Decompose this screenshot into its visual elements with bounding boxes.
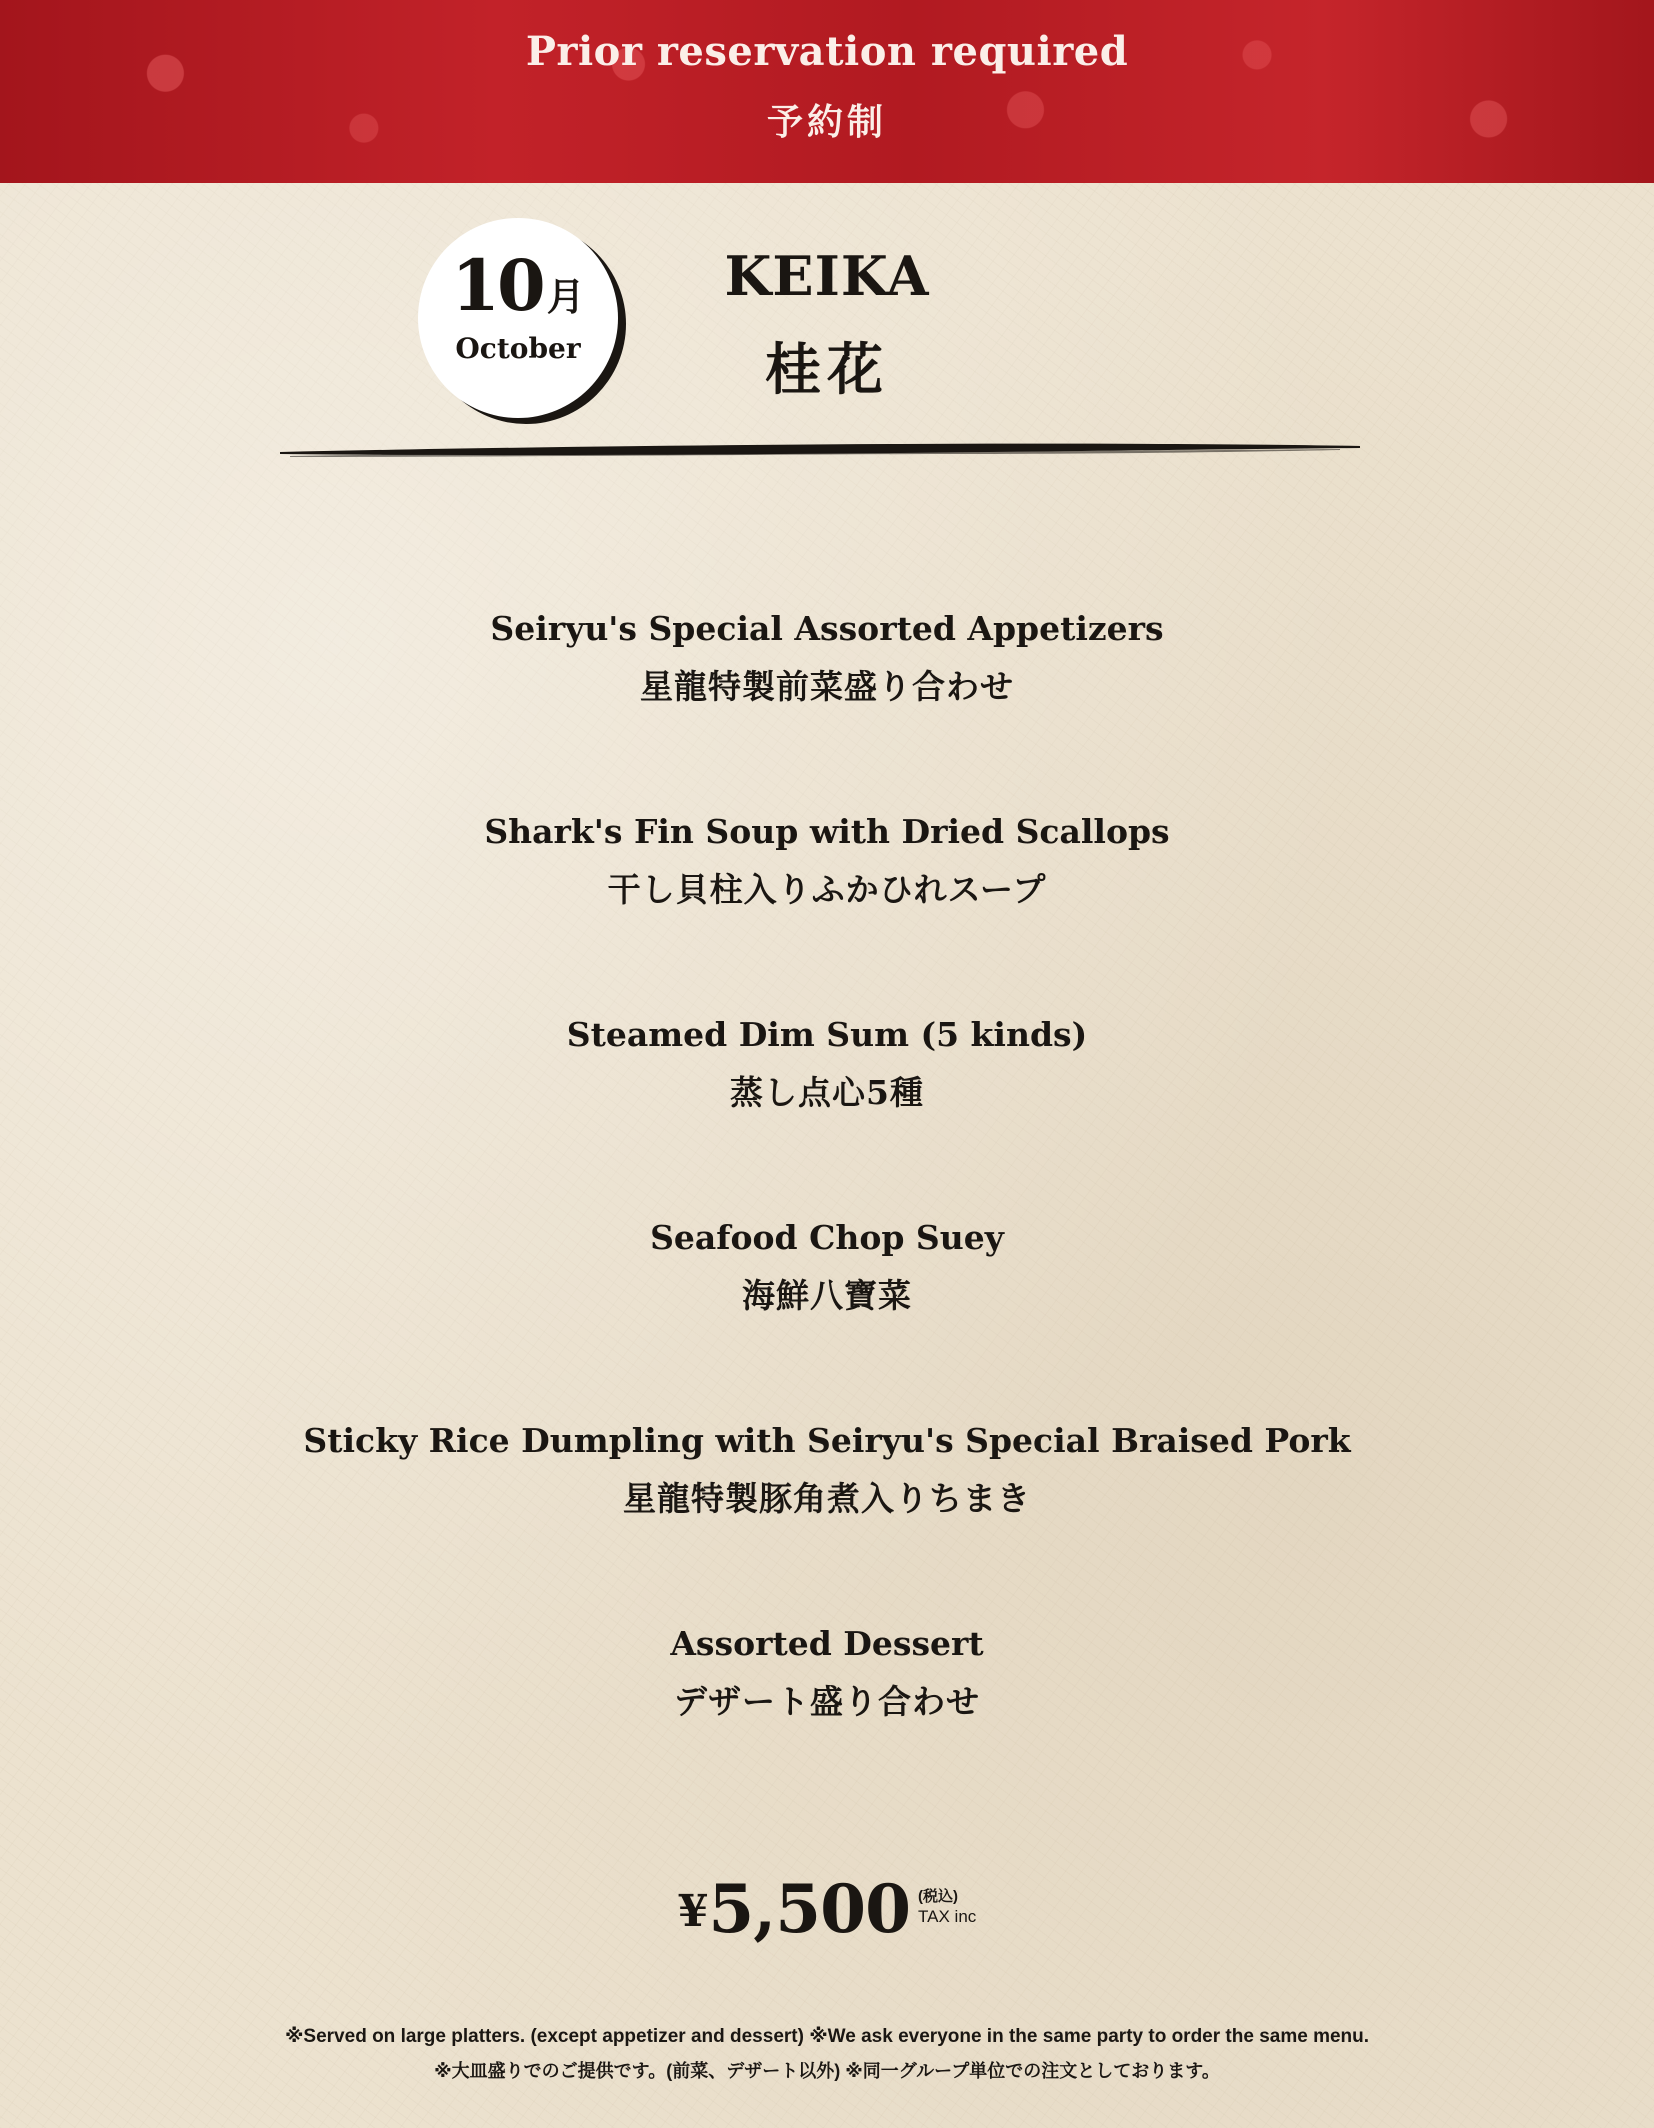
- menu-item-name-jp: 海鮮八寶菜: [742, 1276, 912, 1315]
- month-unit: 月: [546, 274, 585, 319]
- course-price: [0, 1870, 1654, 1948]
- reservation-notice-en: Prior reservation required: [525, 28, 1129, 75]
- month-number-row: [418, 244, 618, 327]
- menu-item-name-jp: 星龍特製前菜盛り合わせ: [640, 667, 1014, 706]
- menu-item: [0, 1416, 1654, 1524]
- tax-label-en: TAX inc: [918, 1907, 977, 1926]
- menu-item-name-jp: 蒸し点心5種: [730, 1073, 924, 1112]
- tax-label-jp: (税込): [918, 1888, 959, 1905]
- menu-item-name-en: Shark's Fin Soup with Dried Scallops: [484, 812, 1170, 851]
- menu-item-name-jp: 星龍特製豚角煮入りちまき: [623, 1479, 1031, 1518]
- menu-item-name-en: Seiryu's Special Assorted Appetizers: [490, 609, 1164, 648]
- month-label-en: October: [455, 332, 581, 365]
- month-number: 10: [451, 244, 543, 327]
- footnote-jp: ※大皿盛りでのご提供です。(前菜、デザート以外) ※同一グループ単位での注文としております。: [434, 2061, 1220, 2081]
- menu-item-name-jp: デザート盛り合わせ: [674, 1682, 980, 1721]
- course-name-jp: 桂花: [765, 337, 889, 403]
- brush-divider: [280, 440, 1360, 462]
- footnotes: [0, 2022, 1654, 2086]
- reservation-banner: [0, 0, 1654, 183]
- reservation-notice-jp: 予約制: [766, 101, 887, 143]
- menu-item: [0, 1619, 1654, 1727]
- menu-item: [0, 807, 1654, 915]
- menu-item-name-jp: 干し貝柱入りふかひれスープ: [607, 870, 1047, 909]
- menu-item-name-en: Assorted Dessert: [670, 1624, 984, 1663]
- course-name-en: KEIKA: [724, 244, 930, 308]
- menu-item-name-en: Steamed Dim Sum (5 kinds): [566, 1015, 1088, 1054]
- tax-label: [918, 1887, 976, 1927]
- menu-item-name-en: Sticky Rice Dumpling with Seiryu's Special Braised Pork: [303, 1421, 1351, 1460]
- menu-item: [0, 1010, 1654, 1118]
- currency-symbol: ¥: [677, 1886, 709, 1937]
- price-amount: 5,500: [708, 1870, 911, 1948]
- menu-item: [0, 604, 1654, 712]
- footnote-en: ※Served on large platters. (except appetizer and dessert) ※We ask everyone in the same party to order the same menu.: [284, 2026, 1370, 2047]
- month-badge: [418, 218, 618, 418]
- menu-item: [0, 1213, 1654, 1321]
- menu-item-name-en: Seafood Chop Suey: [650, 1218, 1004, 1257]
